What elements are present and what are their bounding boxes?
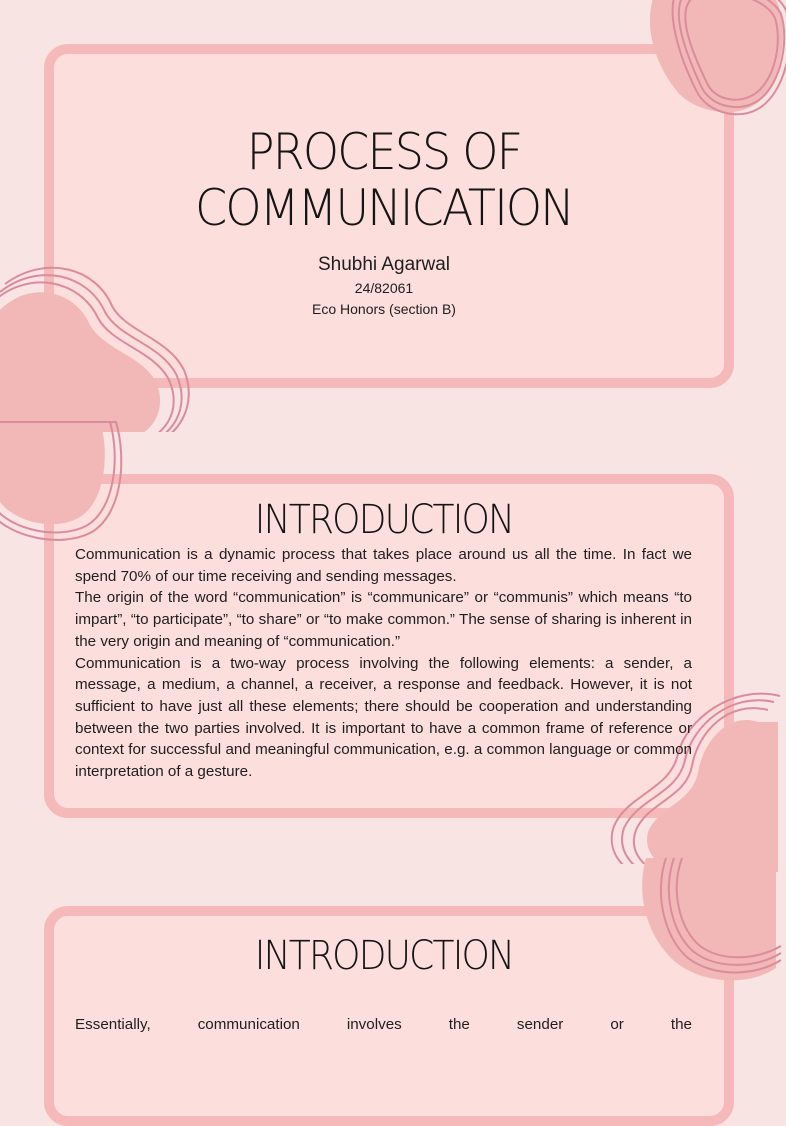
roll-number: 24/82061 [354,280,414,296]
course-name: Eco Honors (section B) [312,301,456,317]
introduction-slide-continued [0,864,768,1033]
paragraph-3: Communication is a two-way process involving the following elements: a sender, a message, a medium, a channel, a receiver, a response and feedback. However, it is not sufficient to have just all these elements; there should be cooperation and understanding between the two parties involved. It is important to have a common frame of reference or context for successful and meaningful communication, e.g. a common language or common interpretation of a gesture. [75,654,692,781]
title-line-2: COMMUNICATION [195,179,573,237]
title-line-1: PROCESS OF [246,123,522,181]
decorative-blob-top-right [636,0,786,130]
paragraph-partial: Essentially, communication involves the sender or the [75,1016,692,1033]
introduction-slide [0,432,768,862]
author-name: Shubhi Agarwal [317,254,451,275]
introduction-body-continued [75,1014,692,1036]
paragraph-1: Communication is a dynamic process that takes place around us all the time. In fact we spend 70% of our time receiving and sending messages. [75,546,692,585]
title-slide [0,0,768,430]
presentation-title [0,124,768,236]
paragraph-2: The origin of the word “communication” is “communicare” or “communis” which means “to impart”, “to participate”, “to share” or “to make common.” The sense of sharing is inherent in the very origin and meaning of “communication.” [75,589,692,650]
section-heading: INTRODUCTION [254,497,514,543]
introduction-body [75,544,692,783]
section-heading-continued: INTRODUCTION [254,933,514,979]
